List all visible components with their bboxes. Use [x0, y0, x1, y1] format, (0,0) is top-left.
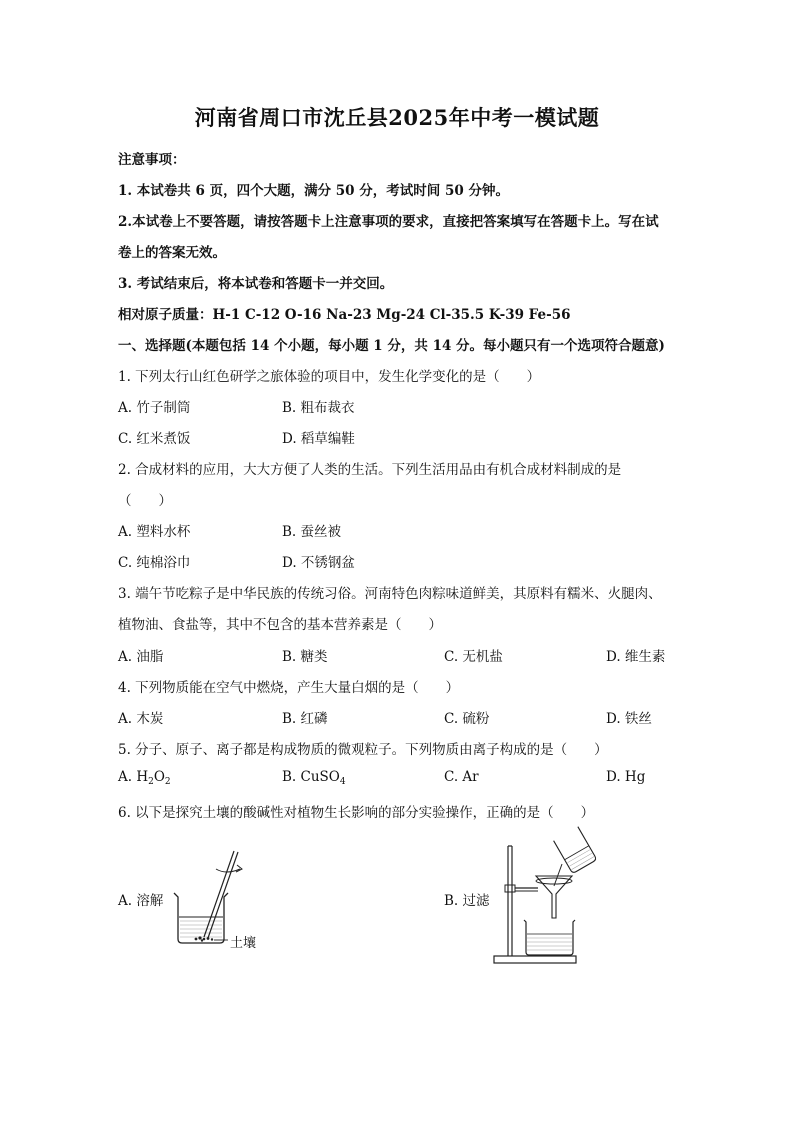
filtration-illustration — [488, 826, 608, 971]
q5-option-c: C. Ar — [444, 769, 479, 785]
q6-stem: 6. 以下是探究土壤的酸碱性对植物生长影响的部分实验操作，正确的是（ ） — [118, 805, 595, 821]
notice-item-3: 3. 考试结束后，将本试卷和答题卡一并交回。 — [118, 276, 394, 292]
q5-option-b: B. CuSO$_4$ — [282, 769, 346, 787]
q2-option-d: D. 不锈钢盆 — [282, 555, 355, 571]
section-1-heading: 一、选择题(本题包括 14 个小题，每小题 1 分，共 14 分。每小题只有一个选项符合题意) — [118, 338, 665, 354]
notice-item-2: 2.本试卷上不要答题，请按答题卡上注意事项的要求，直接把答案填写在答题卡上。写在试 — [118, 214, 659, 230]
q3-stem: 3. 端午节吃粽子是中华民族的传统习俗。河南特色肉粽味道鲜美，其原料有糯米、火腿肉、 — [118, 586, 662, 602]
atomic-mass: 相对原子质量：H-1 C-12 O-16 Na-23 Mg-24 Cl-35.5 K-39 Fe-56 — [118, 307, 571, 323]
soil-label: 土壤 — [230, 936, 257, 951]
q1-option-a: A. 竹子制筒 — [118, 400, 191, 416]
q3-option-b: B. 糖类 — [282, 649, 328, 665]
q5-option-d: D. Hg — [606, 769, 646, 785]
q3-option-c: C. 无机盐 — [444, 649, 503, 665]
q6-option-b: B. 过滤 — [444, 893, 490, 909]
q5-option-a: A. $H_2O_2$ — [118, 769, 171, 787]
q3-option-d: D. 维生素 — [606, 649, 666, 665]
q1-option-b: B. 粗布裁衣 — [282, 400, 355, 416]
q3-stem-cont: 植物油、食盐等，其中不包含的基本营养素是（ ） — [118, 617, 442, 633]
q2-option-c: C. 纯棉浴巾 — [118, 555, 191, 571]
q2-stem: 2. 合成材料的应用，大大方便了人类的生活。下列生活用品由有机合成材料制成的是 — [118, 462, 622, 478]
notice-item-1: 1. 本试卷共 6 页，四个大题，满分 50 分，考试时间 50 分钟。 — [118, 183, 509, 199]
q1-option-d: D. 稻草编鞋 — [282, 431, 355, 447]
q4-stem: 4. 下列物质能在空气中燃烧，产生大量白烟的是（ ） — [118, 680, 460, 696]
q6-option-a: A. 溶解 — [118, 893, 164, 909]
notice-heading: 注意事项： — [118, 152, 186, 168]
exam-title: 河南省周口市沈丘县2025年中考一模试题 — [194, 105, 600, 130]
q1-option-c: C. 红米煮饭 — [118, 431, 191, 447]
q2-stem-cont: （ ） — [118, 493, 172, 509]
q2-option-b: B. 蚕丝被 — [282, 524, 342, 540]
q1-stem: 1. 下列太行山红色研学之旅体验的项目中，发生化学变化的是（ ） — [118, 369, 541, 385]
q4-option-a: A. 木炭 — [118, 711, 164, 727]
notice-item-2-cont: 卷上的答案无效。 — [118, 245, 226, 261]
q5-stem: 5. 分子、原子、离子都是构成物质的微观粒子。下列物质由离子构成的是（ ） — [118, 742, 608, 758]
q4-option-d: D. 铁丝 — [606, 711, 652, 727]
q4-option-b: B. 红磷 — [282, 711, 328, 727]
q4-option-c: C. 硫粉 — [444, 711, 490, 727]
q2-option-a: A. 塑料水杯 — [118, 524, 191, 540]
q3-option-a: A. 油脂 — [118, 649, 164, 665]
dissolve-illustration — [170, 845, 280, 955]
